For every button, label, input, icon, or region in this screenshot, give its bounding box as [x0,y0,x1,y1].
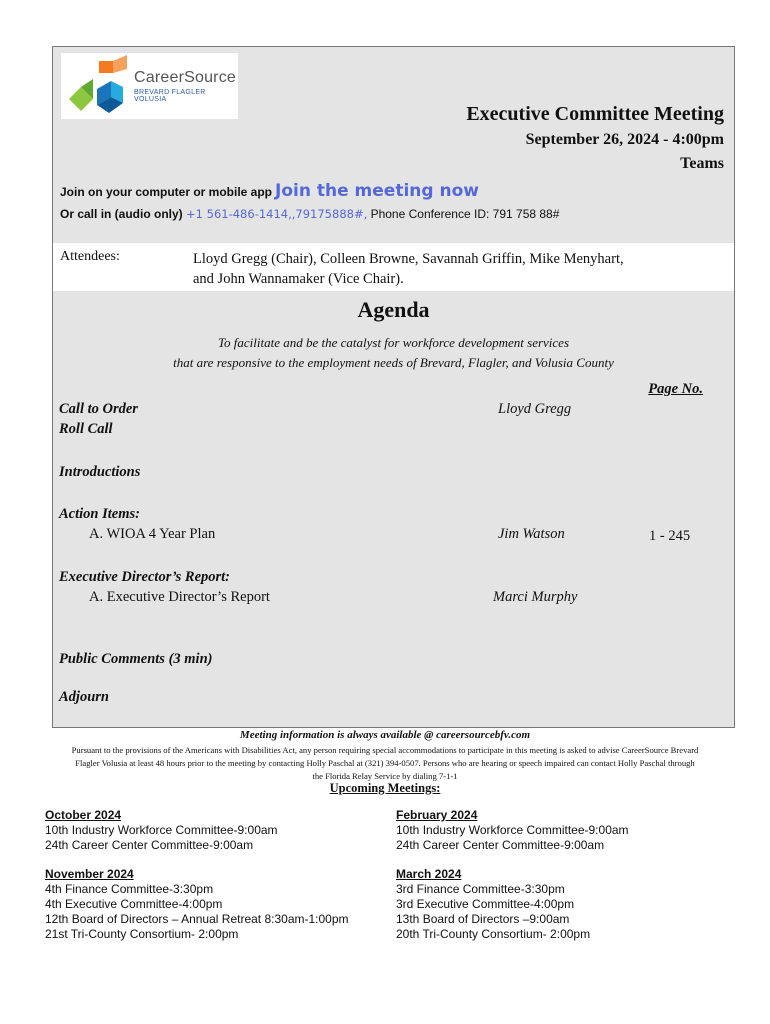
action-items: Action Items: [59,506,140,522]
action-item-a-pages: 1 - 245 [649,528,691,544]
join-meeting-link[interactable]: Join the meeting now [275,181,479,201]
join-label: Join on your computer or mobile app [60,185,273,199]
meeting-item: 24th Career Center Committee-9:00am [45,838,254,852]
meeting-item: 24th Career Center Committee-9:00am [396,838,605,852]
meeting-item: 12th Board of Directors – Annual Retreat 8:30am-1:00pm [45,912,349,926]
public-comments: Public Comments (3 min) [59,651,213,667]
action-item-a: A. WIOA 4 Year Plan [89,526,216,542]
month-heading: March 2024 [396,867,462,881]
meeting-item: 10th Industry Workforce Committee-9:00am [396,823,629,837]
roll-call: Roll Call [59,421,113,437]
meeting-info-footer: Meeting information is always available @ careersourcebfv.com [239,729,531,741]
upcoming-february [396,808,629,853]
meeting-item: 4th Executive Committee-4:00pm [45,897,223,911]
mission-statement [53,333,734,373]
upcoming-october [45,808,278,853]
logo-mark-icon [61,53,131,119]
phone-link[interactable]: +1 561-486-1414,,79175888#, [186,207,368,221]
page-no-header: Page No. [648,381,703,397]
meeting-place: Teams [680,155,724,172]
upcoming-meetings-title: Upcoming Meetings: [329,781,441,795]
mission-line-1: To facilitate and be the catalyst for workforce development services [217,335,570,350]
meeting-item: 13th Board of Directors –9:00am [396,912,570,926]
call-in-line [60,207,559,221]
meeting-item: 20th Tri-County Consortium- 2:00pm [396,927,591,941]
conference-id: Phone Conference ID: 791 758 88# [367,207,560,221]
agenda-frame [52,46,735,728]
logo-name: CareerSource [134,69,237,86]
ed-report-a-presenter: Marci Murphy [493,589,578,605]
mission-line-2: that are responsive to the employment needs of Brevard, Flagler, and Volusia County [173,355,614,370]
join-line [60,181,479,201]
meeting-item: 3rd Executive Committee-4:00pm [396,897,575,911]
meeting-date: September 26, 2024 - 4:00pm [525,131,724,148]
attendees-names: Lloyd Gregg (Chair), Colleen Browne, Savannah Griffin, Mike Menyhart, and John Wannamaker (Vice Chair). [193,251,624,287]
agenda-title: Agenda [357,297,430,322]
attendees-band [53,243,734,291]
careersource-logo [61,53,238,119]
upcoming-november [45,867,349,942]
attendees-label: Attendees: [60,249,120,264]
meeting-item: 10th Industry Workforce Committee-9:00am [45,823,278,837]
ada-notice: Pursuant to the provisions of the Americans with Disabilities Act, any person requiring special accommodations to participate in this meeting is asked to advise CareerSource Brevard Flagler Volusia at least 48 hours prior to the meeting by contacting Holly Paschal at (321) 394-0507. Persons who are hearing or speech impaired can contact Holly Paschal through the Florida Relay Service by dialing 7-1-1 [71,745,699,781]
call-in-label: Or call in (audio only) [60,207,183,221]
month-heading: October 2024 [45,808,122,822]
meeting-item: 3rd Finance Committee-3:30pm [396,882,565,896]
ed-report: Executive Director’s Report: [59,569,231,585]
agenda-band [53,291,734,727]
month-heading: February 2024 [396,808,478,822]
adjourn: Adjourn [59,689,109,705]
call-to-order: Call to Order [59,401,138,417]
introductions: Introductions [59,464,141,480]
action-item-a-presenter: Jim Watson [498,526,565,542]
upcoming-march [396,867,590,942]
call-to-order-presenter: Lloyd Gregg [498,401,572,417]
ed-report-a: A. Executive Director’s Report [89,589,270,605]
meeting-title: Executive Committee Meeting [466,103,724,125]
month-heading: November 2024 [45,867,134,881]
meeting-item: 4th Finance Committee-3:30pm [45,882,214,896]
header-band [53,47,734,243]
logo-tagline: BREVARD FLAGLER VOLUSIA [134,89,206,103]
meeting-item: 21st Tri-County Consortium- 2:00pm [45,927,239,941]
